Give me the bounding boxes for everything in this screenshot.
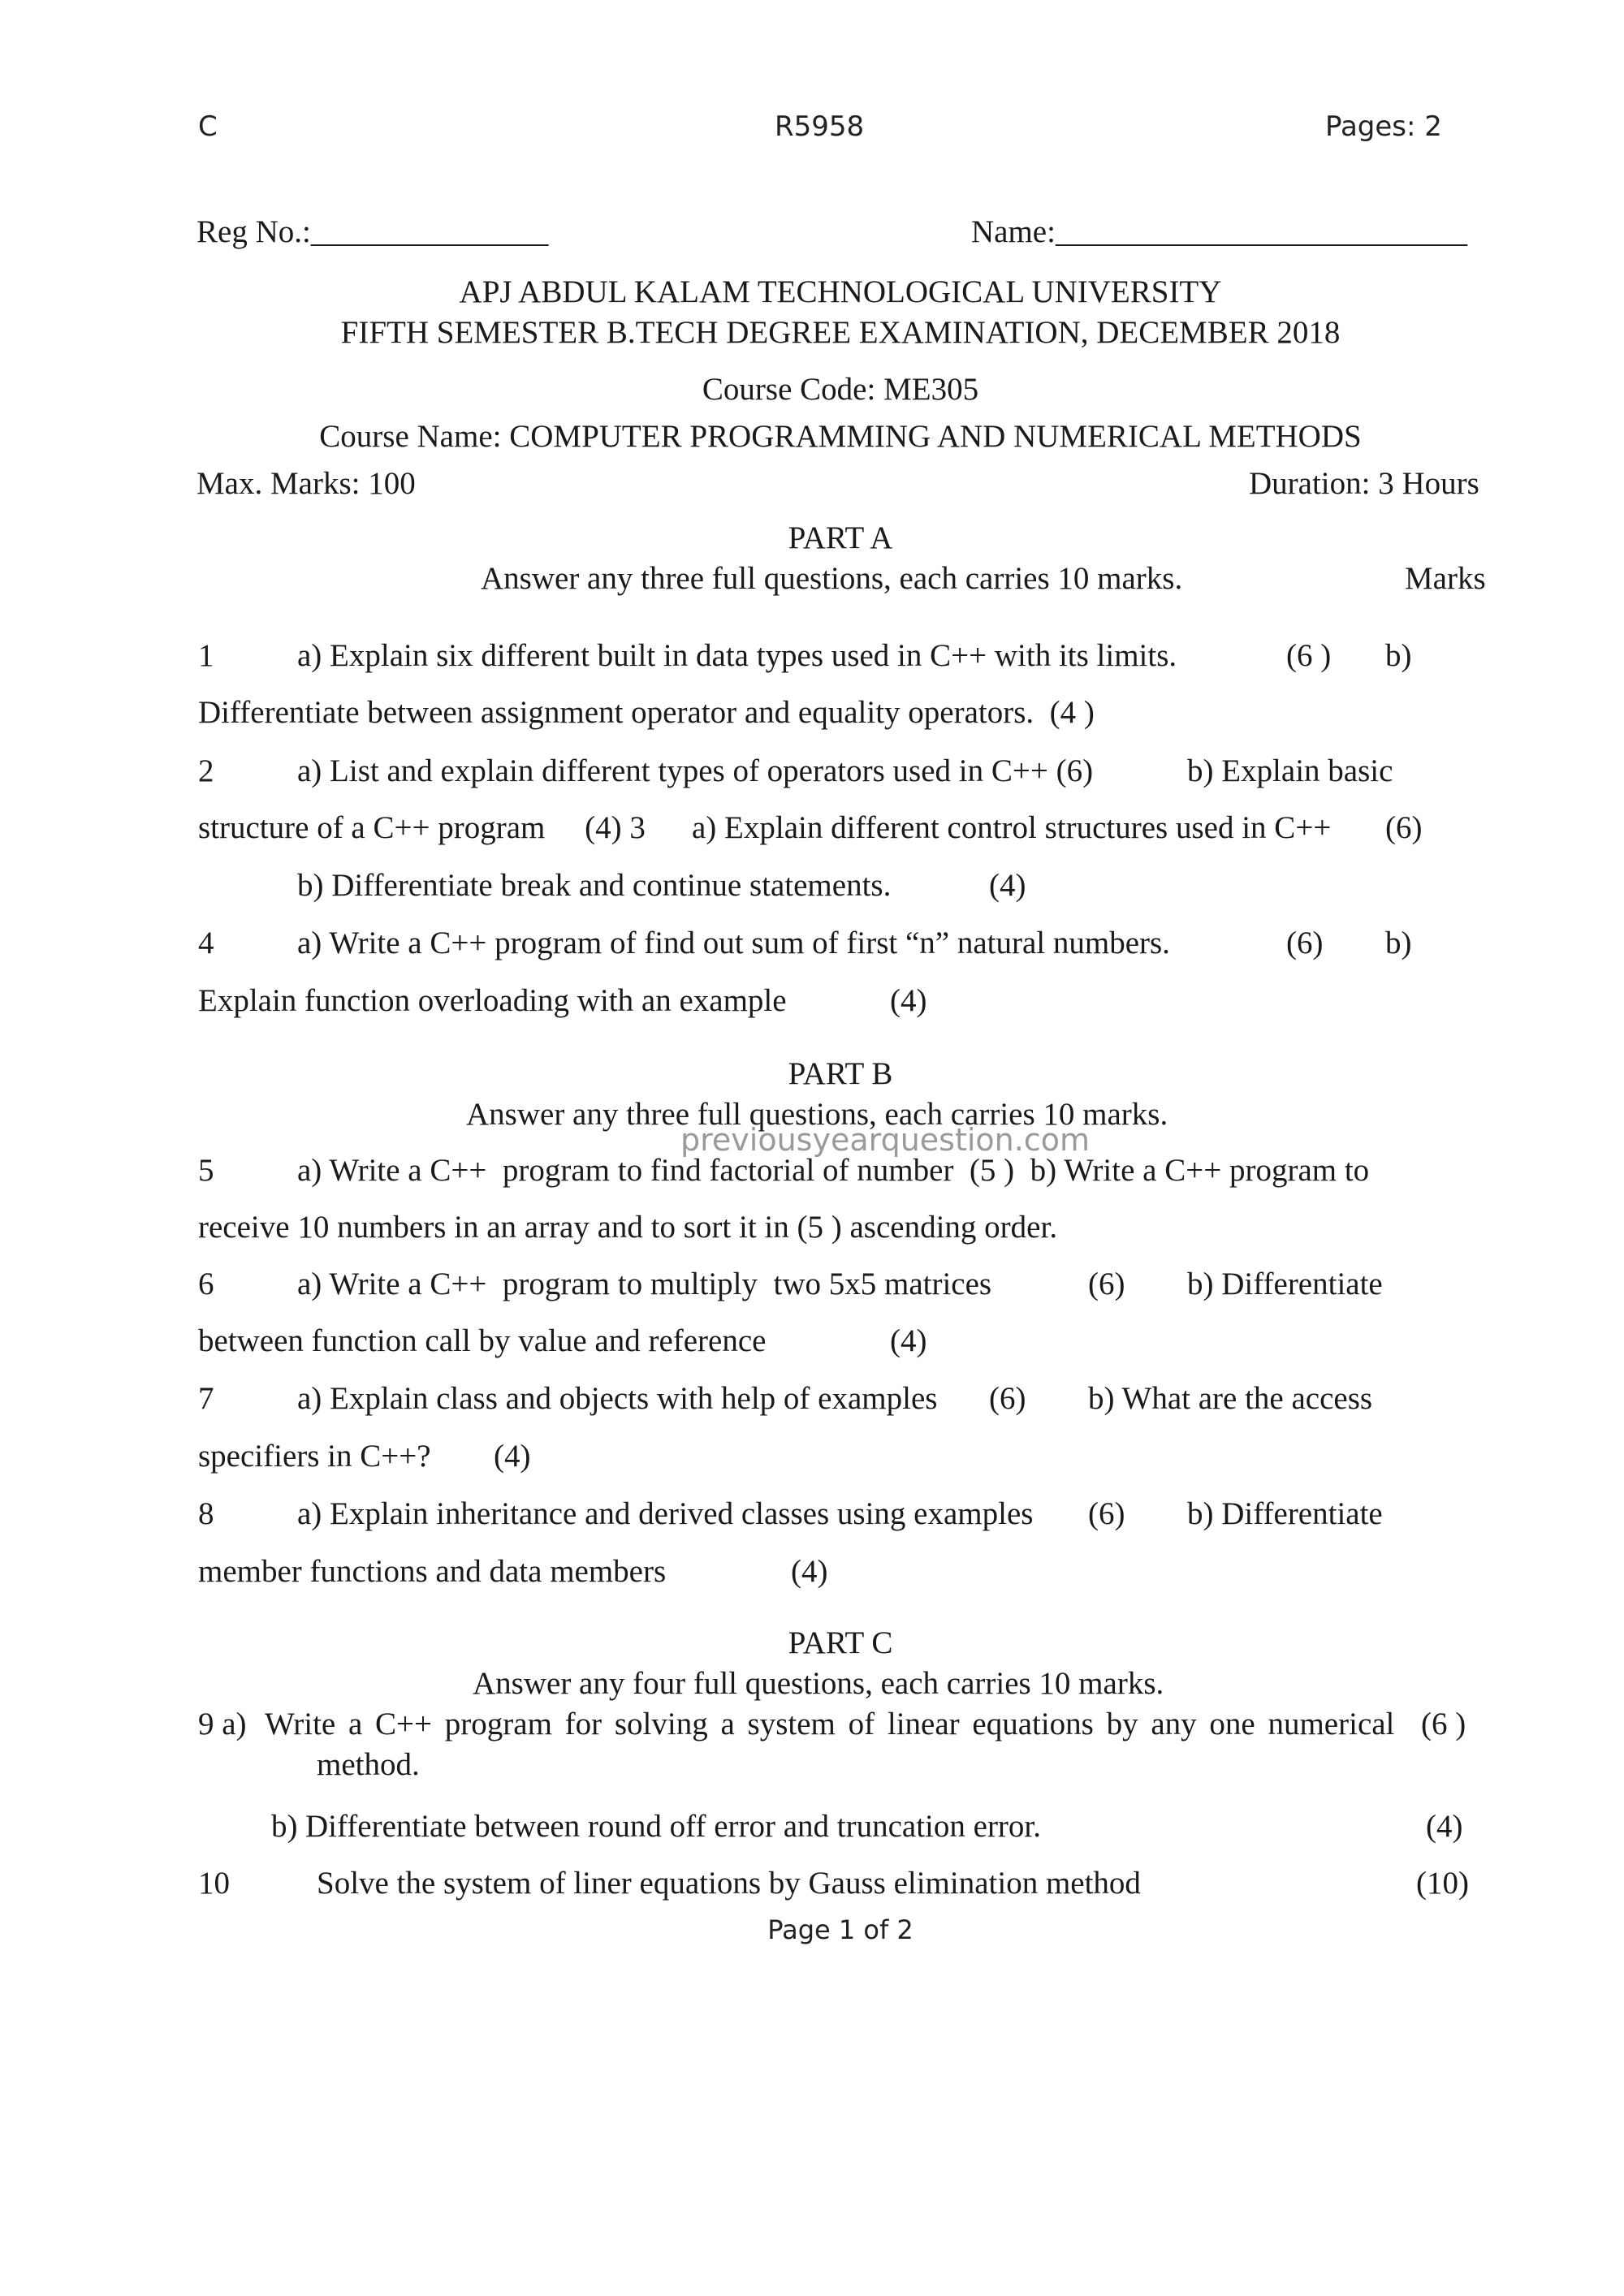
question-text: a) List and explain different types of operators used in C++ (6) — [297, 753, 1094, 788]
question-number: 2 — [198, 753, 214, 788]
question-text: b) What are the access — [1088, 1381, 1373, 1416]
question-text: a) Explain class and objects with help of examples — [297, 1381, 938, 1416]
question-text: Write a C++ program for solving a system of linear equations by any one numerical — [265, 1707, 1395, 1741]
question-text: specifiers in C++? — [198, 1439, 431, 1474]
question-marks: (6 ) — [1286, 638, 1332, 673]
question-marks: (4) — [791, 1554, 828, 1589]
question-number: 1 — [198, 638, 214, 673]
question-text: a) Explain inheritance and derived classes using examples — [297, 1496, 1034, 1531]
question-marks: (4) — [494, 1439, 531, 1474]
question-text: b) Differentiate — [1187, 1496, 1383, 1531]
paper-code: R5958 — [775, 110, 865, 143]
question-marks: (4) — [890, 1323, 927, 1358]
question-text: b) — [1385, 638, 1412, 673]
question-text: Explain function overloading with an example — [198, 983, 787, 1018]
question-text: b) Differentiate — [1187, 1267, 1383, 1301]
question-marks: (6) — [1088, 1267, 1125, 1301]
paper-set: C — [198, 110, 218, 143]
question-text: Differentiate between round off error and truncation error. — [305, 1809, 1042, 1844]
part-a-instruction: Answer any three full questions, each carries 10 marks. — [481, 561, 1183, 596]
pages-count: Pages: 2 — [1325, 110, 1442, 143]
question-text: a) Explain different control structures used in C++ — [692, 810, 1332, 845]
question-text: Differentiate between assignment operator and equality operators. (4 ) — [198, 695, 1095, 730]
question-marks: (6) — [989, 1381, 1026, 1416]
duration: Duration: 3 Hours — [1249, 466, 1479, 501]
question-text: Solve the system of liner equations by Gauss elimination method — [317, 1866, 1141, 1901]
question-number: 6 — [198, 1267, 214, 1301]
part-b-instruction: Answer any three full questions, each carries 10 marks. — [466, 1097, 1168, 1132]
course-name: Course Name: COMPUTER PROGRAMMING AND NUMERICAL METHODS — [319, 419, 1362, 454]
question-marks: (6 ) — [1421, 1707, 1466, 1741]
part-b-title: PART B — [788, 1056, 893, 1091]
max-marks: Max. Marks: 100 — [197, 466, 416, 501]
question-text: b) — [1385, 926, 1412, 960]
course-code: Course Code: ME305 — [702, 372, 979, 407]
part-a-title: PART A — [788, 520, 893, 555]
watermark: previousyearquestion.com — [680, 1122, 1090, 1158]
question-marks: (4) — [890, 983, 927, 1018]
question-marks: (10) — [1416, 1866, 1469, 1901]
question-number: 8 — [198, 1496, 214, 1531]
question-part-label: b) — [271, 1809, 298, 1844]
question-text: method. — [317, 1747, 420, 1782]
university-title: APJ ABDUL KALAM TECHNOLOGICAL UNIVERSITY — [459, 274, 1222, 309]
question-number: 4 — [198, 926, 214, 960]
reg-no-field: Reg No.:_______________ — [197, 214, 549, 249]
question-number: 10 — [198, 1866, 230, 1901]
question-number: 7 — [198, 1381, 214, 1416]
question-number: 5 — [198, 1153, 214, 1188]
question-text: a) Write a C++ program of find out sum of first “n” natural numbers. — [297, 926, 1170, 960]
question-marks: (6) — [1088, 1496, 1125, 1531]
question-text: between function call by value and reference — [198, 1323, 767, 1358]
question-marks: (6) — [1286, 926, 1324, 960]
question-marks: (4) — [989, 868, 1026, 903]
question-marks: (4) — [1426, 1809, 1463, 1844]
question-text: a) Write a C++ program to find factorial of number (5 ) b) Write a C++ program to — [297, 1153, 1370, 1188]
part-c-title: PART C — [788, 1625, 893, 1660]
question-text: receive 10 numbers in an array and to sort it in (5 ) ascending order. — [198, 1210, 1058, 1245]
question-marks: (6) — [1385, 810, 1423, 845]
name-field: Name:__________________________ — [971, 214, 1467, 249]
exam-title: FIFTH SEMESTER B.TECH DEGREE EXAMINATION, DECEMBER 2018 — [340, 315, 1341, 350]
question-text: a) Explain six different built in data types used in C++ with its limits. — [297, 638, 1177, 673]
question-text: b) Explain basic — [1187, 753, 1393, 788]
question-text: a) Write a C++ program to multiply two 5x5 matrices — [297, 1267, 992, 1301]
marks-column-label: Marks — [1405, 561, 1486, 596]
question-text: member functions and data members — [198, 1554, 667, 1589]
question-text: b) Differentiate break and continue statements. — [297, 868, 892, 903]
question-text: structure of a C++ program (4) 3 — [198, 810, 646, 845]
part-c-instruction: Answer any four full questions, each carries 10 marks. — [473, 1666, 1164, 1701]
page-footer: Page 1 of 2 — [767, 1914, 914, 1945]
question-number: 9 a) — [198, 1707, 247, 1741]
